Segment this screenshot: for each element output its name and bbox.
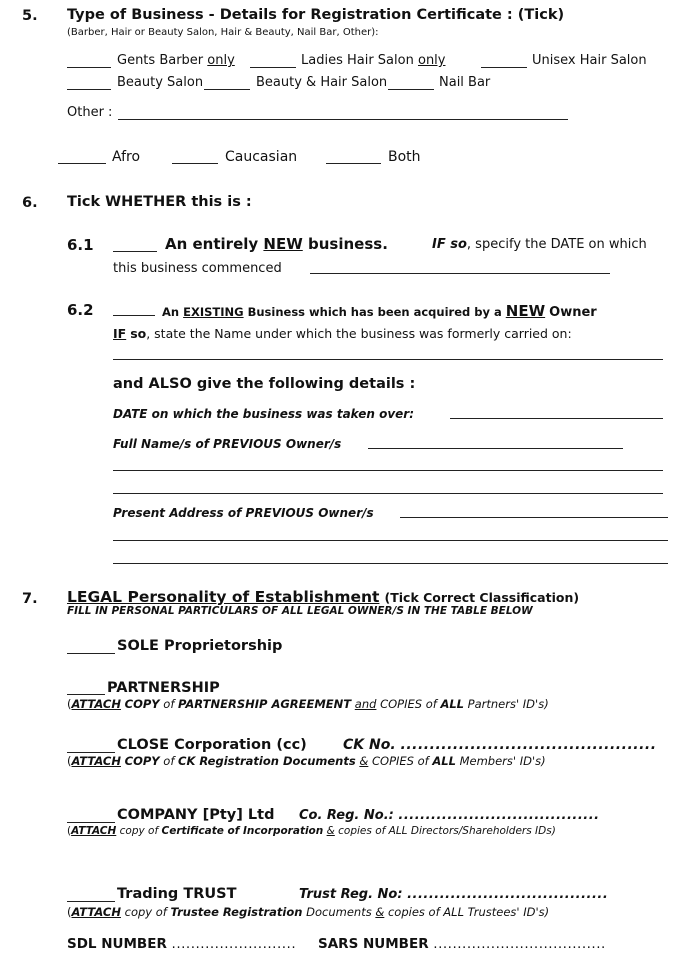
- other-label: Other :: [67, 105, 113, 120]
- section-5-number: 5.: [22, 8, 38, 24]
- company-reg-label: Co. Reg. No.: .....................................: [299, 808, 600, 823]
- option-both: Both: [388, 149, 421, 165]
- option-company: COMPANY [Pty] Ltd: [117, 807, 275, 823]
- item-6-2-number: 6.2: [67, 301, 94, 319]
- trust-reg-label: Trust Reg. No: .....................................: [299, 887, 609, 902]
- previous-address-field[interactable]: [400, 517, 668, 518]
- previous-address-field-line-3[interactable]: [113, 563, 668, 564]
- other-field[interactable]: [118, 119, 568, 120]
- previous-address-label: Present Address of PREVIOUS Owner/s: [113, 506, 374, 520]
- blank-new-business[interactable]: [113, 251, 157, 252]
- sdl-number-label: SDL NUMBER ..........................: [67, 936, 297, 952]
- section-6-title: Tick WHETHER this is :: [67, 194, 252, 210]
- blank-beauty-hair[interactable]: [204, 89, 250, 90]
- section-7-number: 7.: [22, 591, 38, 607]
- section-6-number: 6.: [22, 195, 38, 211]
- new-business-label: An entirely NEW business.: [165, 235, 388, 253]
- option-beauty-hair-salon: Beauty & Hair Salon: [256, 75, 388, 90]
- option-gents-barber: Gents Barber only: [117, 53, 235, 68]
- option-ladies-salon: Ladies Hair Salon only: [301, 53, 446, 68]
- cc-attach-note: (ATTACH COPY of CK Registration Documents & COPIES of ALL Members' ID's): [67, 754, 546, 768]
- previous-owner-label: Full Name/s of PREVIOUS Owner/s: [113, 437, 342, 451]
- commenced-date-field[interactable]: [310, 273, 610, 274]
- trust-attach-note: (ATTACH copy of Trustee Registration Documents & copies of ALL Trustees' ID's): [67, 905, 550, 919]
- blank-caucasian[interactable]: [172, 163, 218, 164]
- date-taken-over-field[interactable]: [450, 418, 663, 419]
- blank-unisex[interactable]: [481, 67, 527, 68]
- option-sole-proprietorship: SOLE Proprietorship: [117, 638, 283, 654]
- previous-owner-field-line-2[interactable]: [113, 470, 663, 471]
- item-6-1-number: 6.1: [67, 236, 94, 254]
- ck-number-label: CK No. ............................................: [343, 737, 657, 753]
- blank-close-corporation[interactable]: [67, 752, 115, 753]
- option-partnership: PARTNERSHIP: [107, 680, 220, 696]
- section-7-instruction: FILL IN PERSONAL PARTICULARS OF ALL LEGAL OWNER/S IN THE TABLE BELOW: [67, 605, 533, 617]
- new-business-ifso: IF so, specify the DATE on which: [432, 237, 647, 252]
- section-5-title: Type of Business - Details for Registration Certificate : (Tick): [67, 7, 565, 23]
- option-unisex-salon: Unisex Hair Salon: [532, 53, 647, 68]
- section-5-subtitle: (Barber, Hair or Beauty Salon, Hair & Beauty, Nail Bar, Other):: [67, 27, 379, 38]
- blank-ladies[interactable]: [250, 67, 296, 68]
- company-attach-note: (ATTACH copy of Certificate of Incorporation & copies of ALL Directors/Shareholders IDs): [67, 825, 556, 837]
- sars-number-label: SARS NUMBER ....................................: [318, 936, 606, 952]
- option-caucasian: Caucasian: [225, 149, 298, 165]
- blank-nail-bar[interactable]: [388, 89, 434, 90]
- option-beauty-salon: Beauty Salon: [117, 75, 204, 90]
- partnership-attach-note: (ATTACH COPY of PARTNERSHIP AGREEMENT and COPIES of ALL Partners' ID's): [67, 697, 549, 711]
- existing-business-label: An EXISTING Business which has been acquired by a NEW Owner: [162, 302, 597, 320]
- blank-existing-business[interactable]: [113, 315, 155, 316]
- previous-owner-field-line-3[interactable]: [113, 493, 663, 494]
- blank-afro[interactable]: [58, 163, 106, 164]
- previous-owner-field[interactable]: [368, 448, 623, 449]
- also-details-heading: and ALSO give the following details :: [113, 376, 416, 392]
- blank-gents[interactable]: [67, 67, 111, 68]
- blank-trust[interactable]: [67, 901, 115, 902]
- blank-sole[interactable]: [67, 653, 115, 654]
- former-name-field[interactable]: [113, 359, 663, 360]
- previous-address-field-line-2[interactable]: [113, 540, 668, 541]
- option-close-corporation: CLOSE Corporation (cc): [117, 737, 307, 753]
- commenced-label: this business commenced: [113, 261, 282, 276]
- blank-partnership[interactable]: [67, 694, 105, 695]
- blank-beauty[interactable]: [67, 89, 111, 90]
- option-trading-trust: Trading TRUST: [117, 886, 237, 902]
- option-nail-bar: Nail Bar: [439, 75, 491, 90]
- blank-both[interactable]: [326, 163, 381, 164]
- former-name-instruction: IF so, state the Name under which the business was formerly carried on:: [113, 326, 572, 341]
- blank-company[interactable]: [67, 822, 115, 823]
- option-afro: Afro: [112, 149, 141, 165]
- section-7-title: LEGAL Personality of Establishment (Tick Correct Classification): [67, 588, 580, 606]
- date-taken-over-label: DATE on which the business was taken over:: [113, 407, 415, 421]
